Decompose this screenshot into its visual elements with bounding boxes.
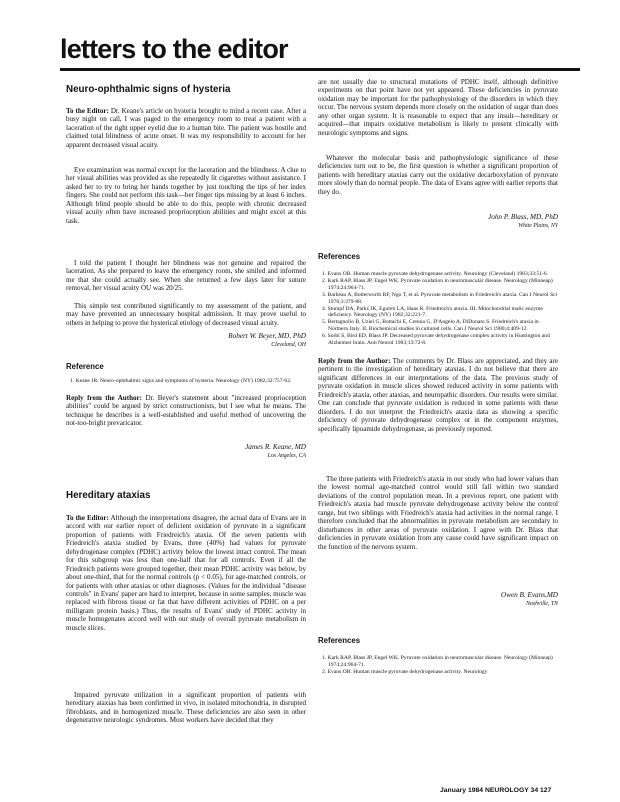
section-title: letters to the editor [60, 34, 288, 64]
left-column [66, 78, 306, 743]
signature-location: Los Angeles, CA [267, 452, 306, 459]
signature: Owen B. Evans,MD [500, 590, 558, 599]
reply-paragraph: The three patients with Friedreich's ataxia in our study who had lower values than the lowest normal age-matched control would still fall within two standard deviations of the control population mean. In a previous report, one patient with Friedreich's ataxia had muscle pyruvate dehydrogenase activity below the control range, but two siblings with Friedreich's ataxia had activities in the normal range. I therefore concluded that the abnormalities in pyruvate metabolism are secondary to disturbances in other areas of pyruvate oxidation. I agree with Dr. Blass that deficiencies in pyruvate oxidation from any cause could have significant impact on the function of the nervous system. [318, 474, 558, 551]
letter-paragraph [66, 107, 306, 166]
reference-item: 1. Kark RAP, Blass JP, Engel WK. Pyruvate oxidation in neuromuscular disease. Neurology (Minneap) 1974;24:964-71. [322, 654, 553, 668]
reference-list [318, 655, 558, 676]
letter-lead: To the Editor: [66, 513, 109, 522]
letter-paragraph: are not usually due to structural mutations of PDHC itself, although definitive experiments on that point have not yet appeared. These deficiencies in pyruvate oxidation may be important for the pathophysiology of the disorders in which they occur. The nervous system depends more closely on the oxidation of sugar than does any other organ system. It is reasonable to expect that any insult—hereditary or acquired—that impairs oxidative metabolism is likely to present clinically with neurologic symptoms and signs. [318, 78, 558, 137]
reference-item: 3. Barbeau A, Butterworth RF, Ngo T, et al. Pyruvate metabolism in Friedreich's ataxia. Can J Neurol Sci 1976;3:379-88. [322, 291, 558, 305]
letter-paragraph: Impaired pyruvate utilization in a significant proportion of patients with hereditary ataxias has been confirmed in vivo, in isolated mitochondria, in disrupted fibroblasts, and in homogenized muscle. These deficiencies are also seen in other degenerative neurologic syndromes. Most workers have decided that they [66, 690, 306, 725]
signature: Robert W. Beyer, MD, PhD [228, 332, 306, 340]
letter-text: Although the interpretations disagree, the actual data of Evans are in accord with our earlier report of deficient oxidation of pyruvate in a significant proportion of patients with Friedreich's ataxia. Of the seven patients with Friedreich's ataxia studied by Evans, three (40%) had values for pyruvate dehydrogenase complex (PDHC) activity below the lowest intact control. The mean for this subgroup was less than one-half that for all controls. Even if all the Friedreich patients were grouped together, their mean PDHC activity was below, by about one-third, that for the normal controls (p < 0.05), for age-matched controls, or for patients with other ataxias or other diagnoses. (Values for the individual "disease controls" in Evans' paper are hard to interpret, because in some samples, muscle was replaced with fibrous tissue or fat that have different activities of PDHC on a per milligram protein basis.) Thus, the results of Evans' study of PDHC activity in muscle homogenates accord well with our study of overall pyruvate metabolism in muscle slices. [66, 513, 306, 632]
references-heading: References [318, 252, 361, 261]
signature: James R. Keane, MD [245, 442, 306, 451]
signature: John P. Blass, MD, PhD [488, 213, 558, 221]
letter-paragraph: Eye examination was normal except for the laceration and the blindness. A clue to her visual abilities was provided as she repeatedly lit cigarettes without assistance. I asked her to try to bring her hands together by just touching the tips of her index fingers. She could not perform this task—her finger tips missing by at least 6 inches. Although blind people should be able to do this, people with chronic decreased visual acuity often have increased proprioception abilities and might excel at this task. [66, 166, 306, 225]
letter-paragraph: I told the patient I thought her blindness was not genuine and repaired the laceration. As she prepared to leave the emergency room, she smiled and informed me that she could actually see. When she returned a few days later for suture removal, her visual acuity OU was 20/25. [66, 259, 306, 293]
reply-paragraph [318, 357, 558, 475]
article-title-ataxias: Hereditary ataxias [66, 489, 151, 501]
article-title-hysteria: Neuro-ophthalmic signs of hysteria [66, 84, 231, 95]
reference-item: 2. Kark RAP, Blass JP, Engel WK. Pyruvate oxidation in neuromuscular disease. Neurology (Minneap) 1974;24:964-71. [322, 277, 553, 291]
masthead [60, 34, 580, 71]
signature-location: Nashville, TN [526, 600, 558, 607]
letter-lead: To the Editor: [66, 107, 109, 115]
reply-lead: Reply from the Author: [66, 393, 142, 402]
reply-lead: Reply from the Author: [318, 356, 391, 365]
reference-item: 1. Keane JR. Neuro-ophthalmic signs and symptoms of hysteria. Neurology (NY) 1982;32:757-62. [70, 378, 292, 384]
references-heading: Reference [66, 362, 104, 371]
page-footer: January 1984 NEUROLOGY 34 127 [440, 787, 552, 794]
reference-item: 2. Evans OB. Human muscle pyruvate dehydrogenase activity. Neurology [322, 668, 488, 675]
reply-text: The comments by Dr. Blass are appreciated, and they are pertinent to the investigation of hereditary ataxias. I do not believe that there are significant differences in our interpretations of the data. The previous study of pyruvate oxidation in muscle slices showed reduced activity in some patients with Friedreich's ataxia, other ataxias, and neuropathic disorders. Our results were similar. One can conclude that pyruvate oxidation is reduced in some patients with these disorders. I do not interpret the Friedreich's ataxia data as showing a specific deficiency of pyruvate dehydrogenase complex or in the component enzymes, specifically lipoamide dehydrogenase, as previously reported. [318, 356, 558, 433]
reference-item: 1. Evans OB. Human muscle pyruvate dehydrogenase activity. Neurology (Cleveland) 1983;33:51-6. [322, 271, 549, 277]
reference-item: 5. Bertagnolio B, Uziel G, Bottachi E, Crenna G, D'Angelo A, DiDonato S. Friedreich's ataxia in Northern Italy. II. Biochemical studies in cultured cells. Can J Neurol Sci 1980;4:409-12. [322, 319, 539, 333]
right-column [318, 78, 558, 676]
references-heading: References [318, 635, 361, 645]
reference-list [318, 271, 558, 347]
letter-paragraph: Whatever the molecular basis and pathophysiologic significance of these deficiencies turn out to be, the first question is whether a significant proportion of patients with hereditary ataxias carry out the oxidative decarboxylation of pyruvate more slowly than do normal people. The data of Evans agree with earlier reports that they do. [318, 154, 558, 196]
reply-paragraph [66, 394, 306, 437]
letter-text: Dr. Keane's article on hysteria brought to mind a recent case. After a busy night on call, I was paged to the emergency room to treat a patient with a laceration of the right upper eyelid due to a human bite. The patient was hostile and claimed total blindness of acute onset. It was my responsibility to account for her apparent decreased visual acuity. [66, 107, 306, 149]
reference-item: 6. Sorbi S, Bird ED, Blass JP. Decreased pyruvate dehydrogenase complex activity in Huntington and Alzheimer brain. Ann Neurol 1983;13:72-8. [322, 333, 550, 347]
reference-list [66, 378, 306, 385]
letter-paragraph: This simple test contributed significantly to my assessment of the patient, and may have prevented an unnecessary hospital admission. It may prove useful to others in helping to prove the hysterical etiology of decreased visual acuity. [66, 302, 306, 327]
signature-location: White Plains, NY [518, 223, 558, 229]
reference-item: 4. Stumpf DA, Parks JK, Eguren LA, Haas R. Friedreich's ataxia. III. Mitochondrial malic enzyme deficiency. Neurology (NY) 1982;32:221-7. [322, 305, 543, 319]
signature-location: Cleveland, OH [271, 342, 306, 348]
letter-paragraph [66, 514, 306, 691]
reply-text: Dr. Beyer's statement about "increased proprioception abilities" could be argued by strict constructionists, but I see what he means. The technique he describes is a well-established and useful method of uncovering the not-too-bright prevaricator. [66, 393, 306, 428]
masthead-rule [60, 68, 580, 71]
